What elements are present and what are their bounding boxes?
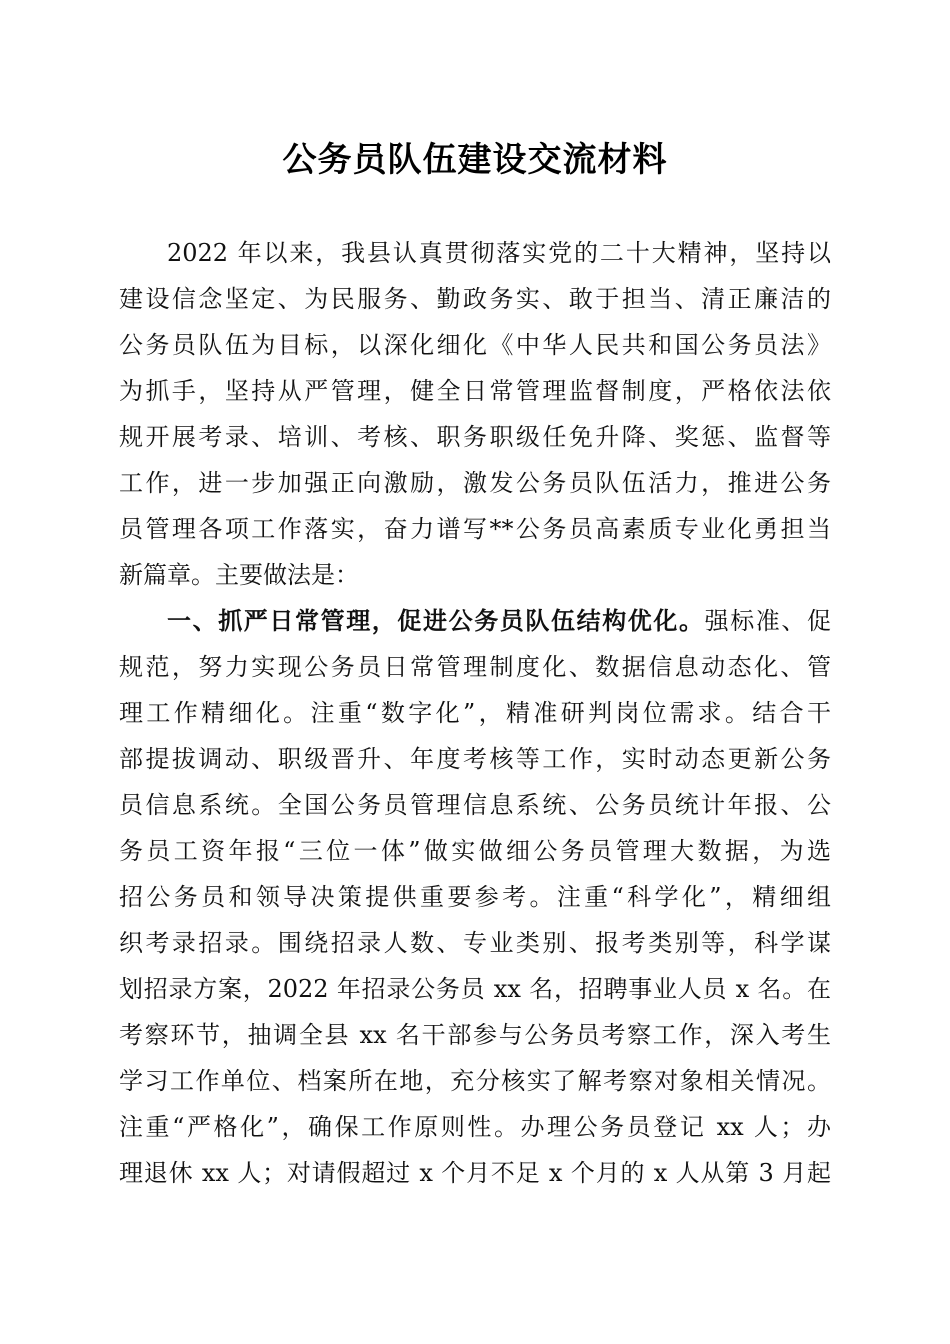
section1-line: 员信息系统。全国公务员管理信息系统、公务员统计年报、公 [119, 791, 831, 819]
intro-line: 新篇章。主要做法是： [119, 561, 359, 589]
intro-line: 员管理各项工作落实，奋力谱写**公务员高素质专业化勇担当 [119, 515, 831, 543]
section1-line: 理退休 xx 人；对请假超过 x 个月不足 x 个月的 x 人从第 3 月起 [119, 1159, 831, 1187]
section1-first-line [119, 598, 831, 644]
section1-line: 学习工作单位、档案所在地，充分核实了解考察对象相关情况。 [119, 1067, 831, 1095]
section1-line: 规范，努力实现公务员日常管理制度化、数据信息动态化、管 [119, 653, 831, 681]
section1-line: 织考录招录。围绕招录人数、专业类别、报考类别等，科学谋 [119, 929, 831, 957]
section1-line: 注重“严格化”，确保工作原则性。办理公务员登记 xx 人；办 [119, 1113, 831, 1141]
section1-line: 招公务员和领导决策提供重要参考。注重“科学化”，精细组 [119, 883, 831, 911]
section1-first-tail: 强标准、促 [704, 607, 832, 635]
section1-line: 考察环节，抽调全县 xx 名干部参与公务员考察工作，深入考生 [119, 1021, 831, 1049]
section1-line: 务员工资年报“三位一体”做实做细公务员管理大数据，为选 [119, 837, 831, 865]
intro-line: 2022 年以来，我县认真贯彻落实党的二十大精神，坚持以 [167, 239, 831, 267]
section1-line: 部提拔调动、职级晋升、年度考核等工作，实时动态更新公务 [119, 745, 831, 773]
section1-heading: 一、抓严日常管理，促进公务员队伍结构优化。 [167, 607, 705, 635]
intro-line: 工作，进一步加强正向激励，激发公务员队伍活力，推进公务 [119, 469, 831, 497]
section1-line: 理工作精细化。注重“数字化”，精准研判岗位需求。结合干 [119, 699, 831, 727]
intro-line: 公务员队伍为目标，以深化细化《中华人民共和国公务员法》 [119, 331, 831, 359]
intro-line: 为抓手，坚持从严管理，健全日常管理监督制度，严格依法依 [119, 377, 831, 405]
intro-line: 建设信念坚定、为民服务、勤政务实、敢于担当、清正廉洁的 [119, 285, 831, 313]
section1-line: 划招录方案，2022 年招录公务员 xx 名，招聘事业人员 x 名。在 [119, 975, 831, 1003]
document-body [119, 230, 831, 1196]
document-title: 公务员队伍建设交流材料 [282, 140, 668, 180]
intro-line: 规开展考录、培训、考核、职务职级任免升降、奖惩、监督等 [119, 423, 831, 451]
